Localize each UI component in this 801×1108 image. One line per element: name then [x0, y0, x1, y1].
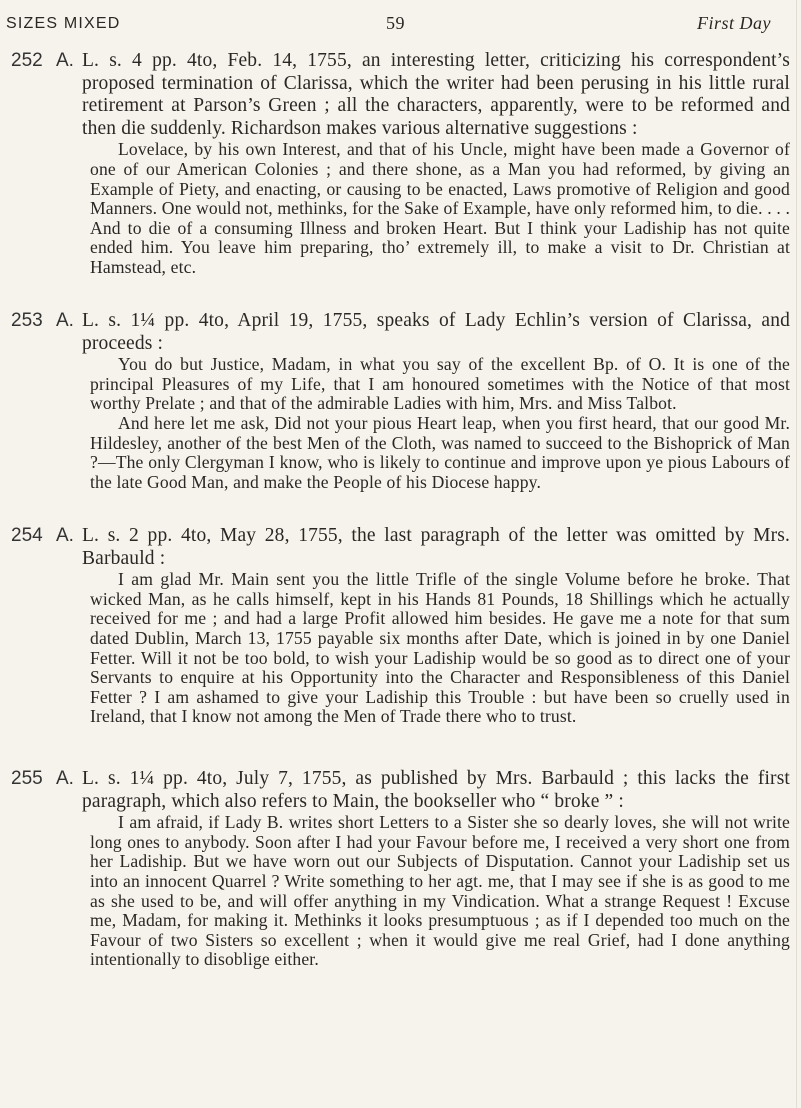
- lot-number: 255: [11, 768, 43, 789]
- lot-letter: A.: [56, 525, 74, 546]
- entry-quote: Lovelace, by his own Interest, and that of his Uncle, might have been made a Governor of one of our American Colonies ; and there shone, as a Man you had reformed, by giving an Example of Piety, and enacting, or causing to be enacted, Laws promotive of Religion and good Manners. One would not, methinks, for the Sake of Example, have only reformed him, to die. . . . And to die of a consuming Illness and broken Heart. But I think your Ladiship has not quite ended him. You leave him preparing, tho’ extremely ill, to make a visit to Dr. Christian at Hamstead, etc.: [90, 139, 790, 277]
- header-day-label: First Day: [697, 13, 771, 33]
- entry-body: [82, 310, 790, 492]
- entry-quote: I am glad Mr. Main sent you the little Trifle of the single Volume before he broke. That wicked Man, as he calls himself, kept in his Hands 81 Pounds, 18 Shillings which he actually received for me ; and had a large Profit allowed him besides. He gave me a note for that sum dated Dublin, March 13, 1755 payable six months after Date, which is joined in by one Daniel Fetter. Will it not be too bold, to wish your Ladiship would be so good as to direct one of your Servants to enquire at his Opportunity into the Character and Responsibleness of this Daniel Fetter ? I am ashamed to give your Ladiship this Trouble : but have been so cruelly used in Ireland, that I know not among the Men of Trade there who to trust.: [90, 569, 790, 727]
- lot-number: 253: [11, 310, 43, 331]
- lot-letter: A.: [56, 768, 74, 789]
- entry-quote: And here let me ask, Did not your pious Heart leap, when you first heard, that our good Mr. Hildesley, another of the best Men of the Cloth, was named to succeed to the Bishoprick of Man ?—The only Clergyman I know, who is likely to continue and improve upon ye pious Labours of the late Good Man, and make the People of his Diocese happy.: [90, 412, 790, 492]
- entry-description: L. s. 1¼ pp. 4to, July 7, 1755, as published by Mrs. Barbauld ; this lacks the first paragraph, which also refers to Main, the bookseller who “ broke ” :: [82, 768, 790, 812]
- lot-number: 254: [11, 525, 43, 546]
- page-number: 59: [386, 13, 405, 33]
- entry-description: L. s. 1¼ pp. 4to, April 19, 1755, speaks of Lady Echlin’s version of Clarissa, and proceeds :: [82, 310, 790, 354]
- page-edge-shadow: [796, 0, 797, 1108]
- lot-number: 252: [11, 50, 43, 71]
- entry-body: [82, 525, 790, 727]
- lot-letter: A.: [56, 310, 74, 331]
- entry-quote: You do but Justice, Madam, in what you say of the excellent Bp. of O. It is one of the principal Pleasures of my Life, that I am honoured sometimes with the Notice of that most worthy Prelate ; and that of the admirable Ladies with him, Mrs. and Miss Talbot.: [90, 354, 790, 414]
- entry-body: [82, 50, 790, 278]
- lot-letter: A.: [56, 50, 74, 71]
- entry-body: [82, 768, 790, 970]
- entry-description: L. s. 4 pp. 4to, Feb. 14, 1755, an interesting letter, criticizing his correspondent’s proposed termination of Clarissa, which the writer had been perusing in his little rural retirement at Parson’s Green ; all the characters, apparently, were to be reformed and then die suddenly. Richardson makes various alternative suggestions :: [82, 50, 790, 139]
- header-section-title: SIZES MIXED: [6, 15, 121, 32]
- entry-description: L. s. 2 pp. 4to, May 28, 1755, the last paragraph of the letter was omitted by Mrs. Barbauld :: [82, 525, 790, 569]
- running-header: [6, 9, 771, 37]
- entry-quote: I am afraid, if Lady B. writes short Letters to a Sister she so dearly loves, she will not write long ones to anybody. Soon after I had your Favour before me, I received a very short one from her Ladiship. But we have worn out our Subjects of Disputation. Cannot your Ladiship set us into an innocent Quarrel ? Write something to her agt. me, that I may see if she is as good to me as she used to be, and will offer anything in my Vindication. What a strange Request ! Excuse me, Madam, for making it. Methinks it looks presumptuous ; as if I depended too much on the Favour of two Sisters so excellent ; when it would give me real Grief, had I done anything intentionally to disoblige either.: [90, 812, 790, 970]
